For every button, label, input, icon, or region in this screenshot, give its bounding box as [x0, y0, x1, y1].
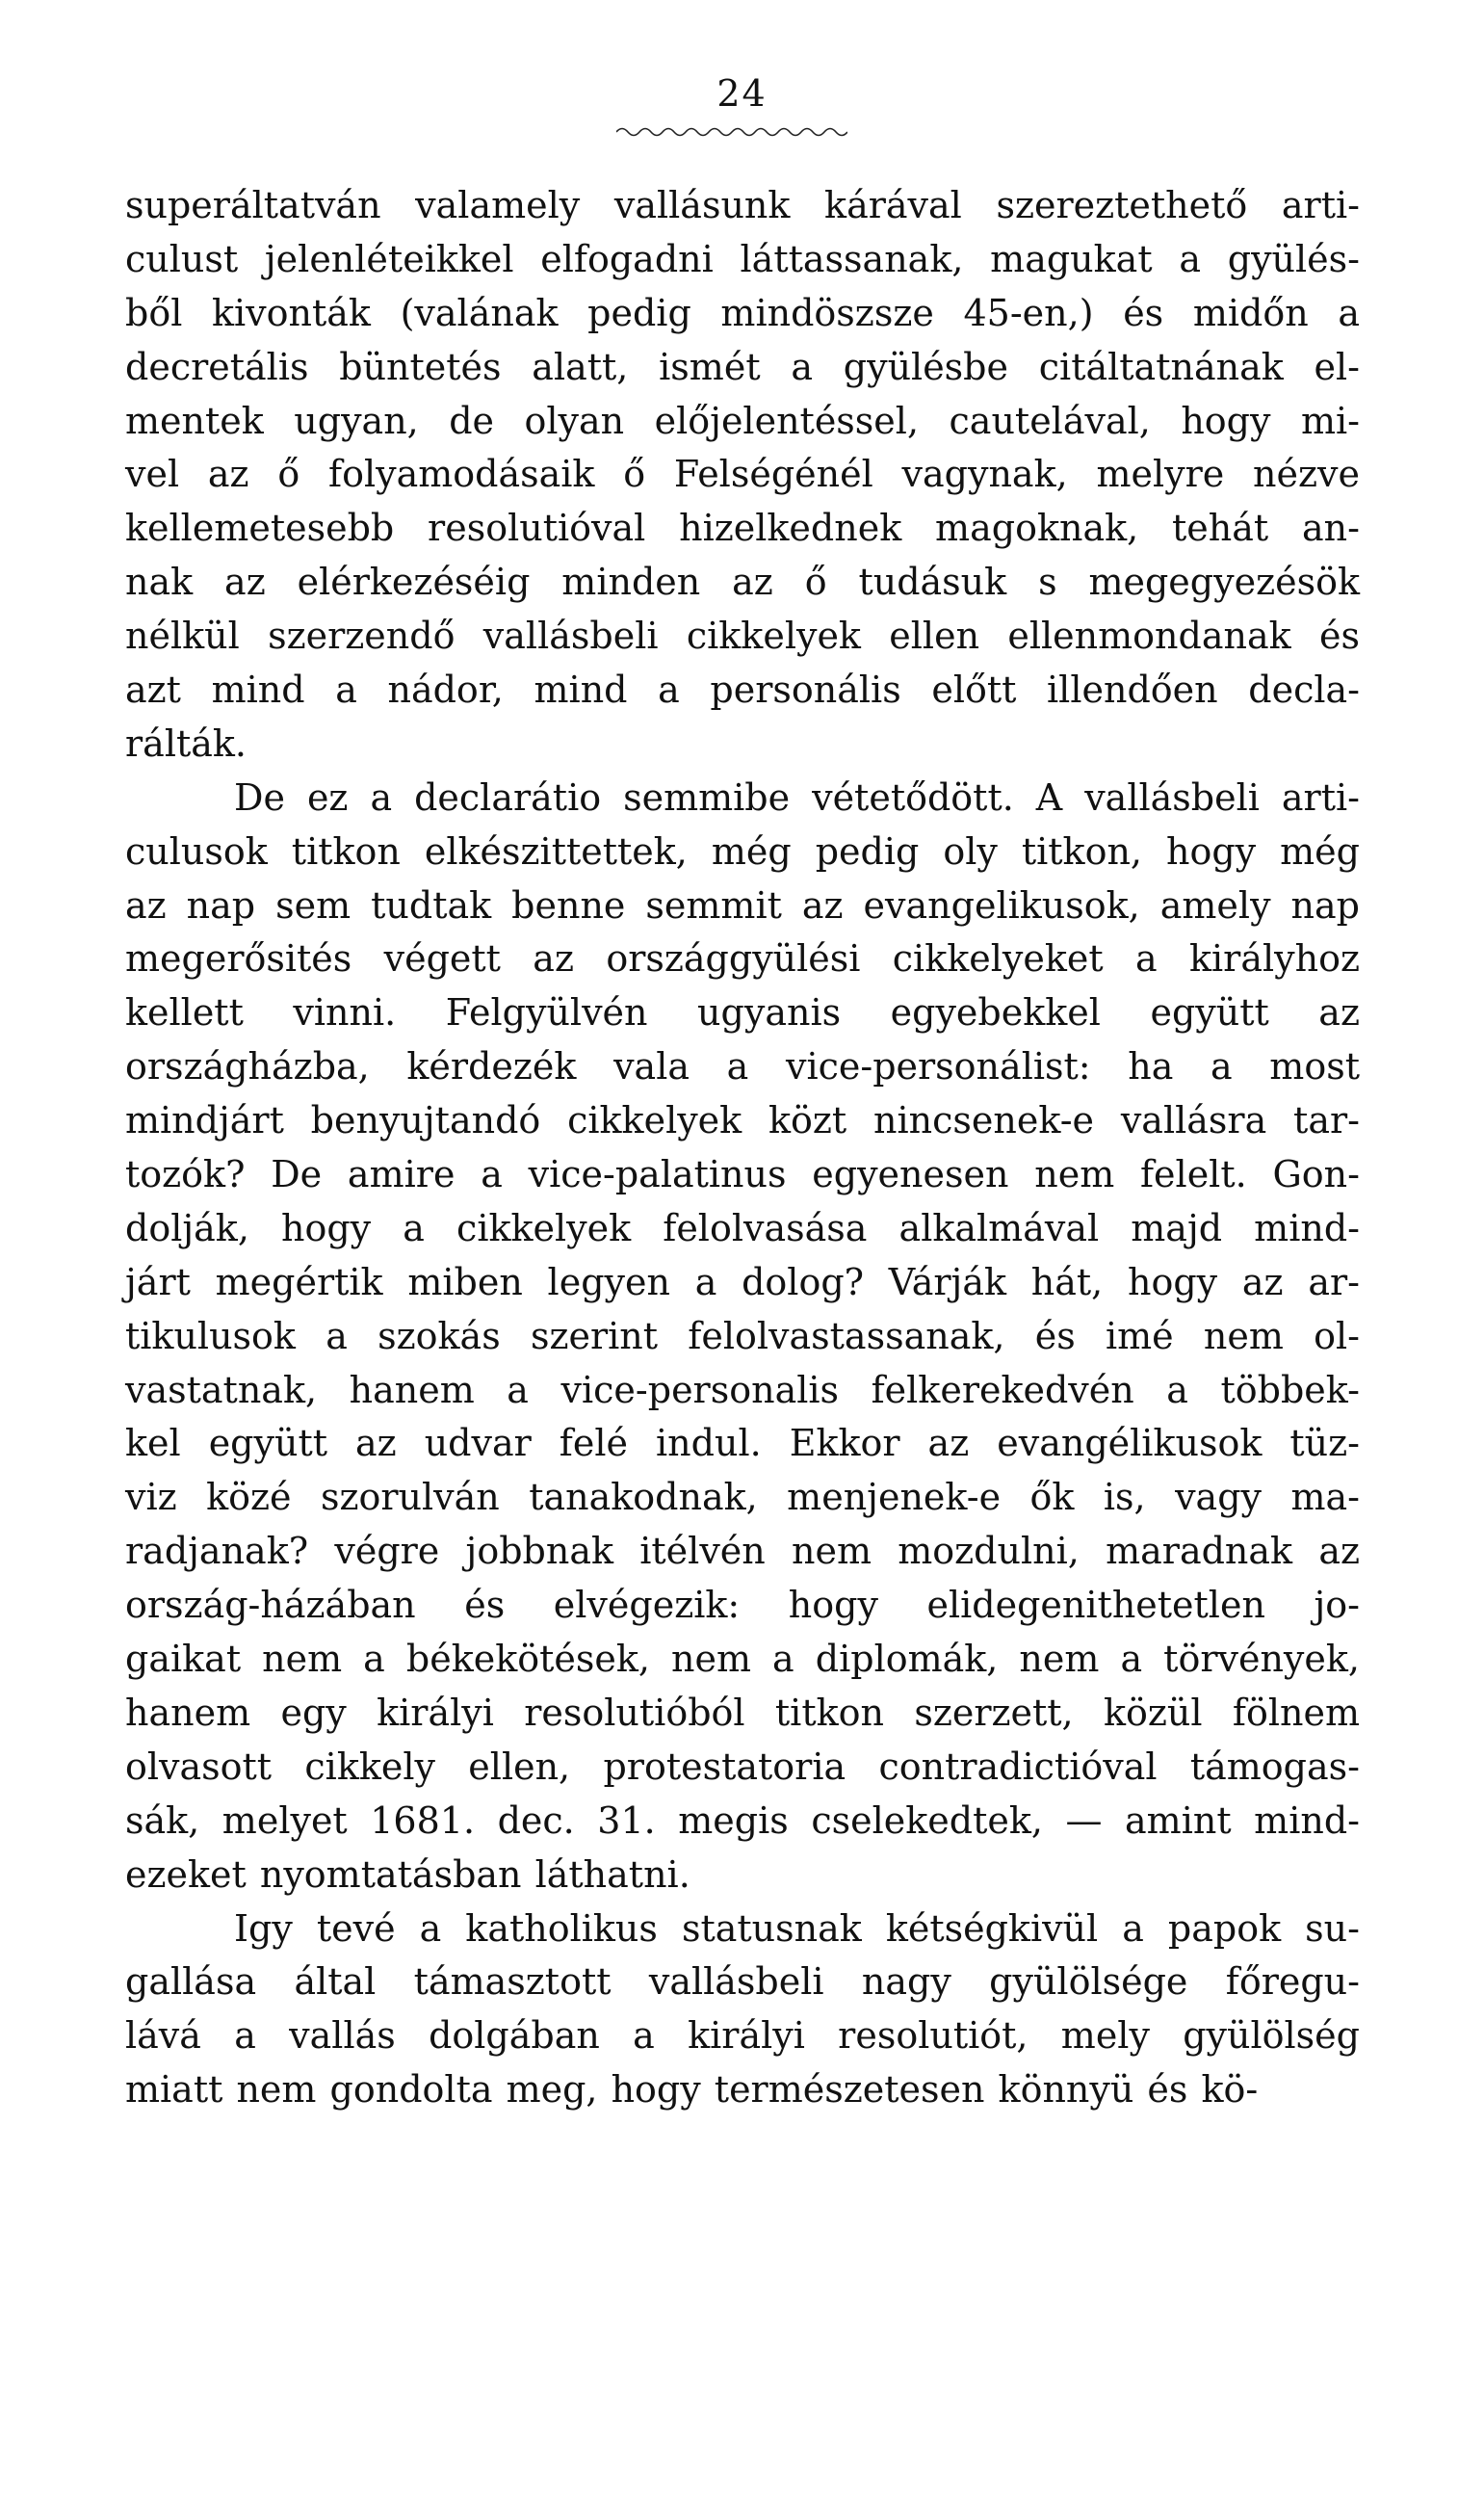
text-line: mindjárt benyujtandó cikkelyek közt nincsenek-e vallásra tar- — [125, 1099, 1360, 1142]
decorative-wavy-rule — [616, 125, 847, 139]
text-line: rálták. — [125, 722, 247, 765]
text-line: olvasott cikkely ellen, protestatoria contradictióval támogas- — [125, 1745, 1360, 1788]
text-line: hanem egy királyi resolutióból titkon szerzett, közül fölnem — [125, 1691, 1360, 1734]
text-line: sák, melyet 1681. dec. 31. megis cselekedtek, — amint mind- — [125, 1798, 1360, 1842]
paragraph — [125, 179, 1360, 772]
text-line: ország-házában és elvégezik: hogy elidegenithetetlen jo- — [125, 1584, 1360, 1627]
text-line: gallása által támasztott vallásbeli nagy gyülölsége főregu- — [125, 1960, 1360, 2004]
text-line: kel együtt az udvar felé indul. Ekkor az evangélikusok tüz- — [125, 1422, 1360, 1465]
text-line: országházba, kérdezék vala a vice-personálist: ha a most — [125, 1045, 1360, 1089]
text-line: miatt nem gondolta meg, hogy természetesen könnyü és kö- — [125, 2068, 1259, 2112]
text-line: lává a vallás dolgában a királyi resolutiót, mely gyülölség — [125, 2014, 1360, 2058]
text-line: ből kivonták (valának pedig mindöszsze 45-en,) és midőn a — [125, 291, 1360, 334]
text-line: nak az elérkezéséig minden az ő tudásuk s megegyezésök — [125, 561, 1360, 604]
text-line: dolják, hogy a cikkelyek felolvasása alkalmával majd mind- — [125, 1206, 1360, 1249]
text-line: tozók? De amire a vice-palatinus egyenesen nem felelt. Gon- — [125, 1153, 1360, 1196]
text-line: megerősités végett az országgyülési cikkelyeket a királyhoz — [125, 937, 1360, 981]
paragraph — [125, 1903, 1360, 2118]
text-line: culust jelenléteikkel elfogadni láttassanak, magukat a gyülés- — [125, 237, 1360, 280]
text-line: Igy tevé a katholikus statusnak kétségkivül a papok su- — [234, 1906, 1360, 1950]
body-text — [125, 179, 1360, 2117]
text-line: tikulusok a szokás szerint felolvastassanak, és imé nem ol- — [125, 1314, 1360, 1357]
text-line: járt megértik miben legyen a dolog? Várják hát, hogy az ar- — [125, 1260, 1360, 1303]
page-number: 24 — [716, 72, 768, 115]
text-line: kellemetesebb resolutióval hizelkednek magoknak, tehát an- — [125, 507, 1360, 550]
text-line: ezeket nyomtatásban láthatni. — [125, 1852, 690, 1896]
text-line: vastatnak, hanem a vice-personalis felkerekedvén a többek- — [125, 1368, 1360, 1411]
text-line: viz közé szorulván tanakodnak, menjenek-e ők is, vagy ma- — [125, 1476, 1360, 1519]
text-line: azt mind a nádor, mind a personális előtt illendően decla- — [125, 669, 1360, 712]
text-line: superáltatván valamely vallásunk kárával szereztethető arti- — [125, 184, 1360, 226]
text-line: vel az ő folyamodásaik ő Felségénél vagynak, melyre nézve — [125, 453, 1360, 496]
text-line: nélkül szerzendő vallásbeli cikkelyek ellen ellenmondanak és — [125, 615, 1360, 658]
text-line: mentek ugyan, de olyan előjelentéssel, cautelával, hogy mi- — [125, 399, 1360, 442]
text-line: radjanak? végre jobbnak itélvén nem mozdulni, maradnak az — [125, 1530, 1360, 1573]
text-line: az nap sem tudtak benne semmit az evangelikusok, amely nap — [125, 883, 1360, 927]
text-line: kellett vinni. Felgyülvén ugyanis egyebekkel együtt az — [125, 991, 1360, 1035]
text-line: culusok titkon elkészittettek, még pedig oly titkon, hogy még — [125, 829, 1360, 873]
text-line: gaikat nem a békekötések, nem a diplomák, nem a törvények, — [125, 1638, 1360, 1681]
paragraph — [125, 772, 1360, 1903]
text-line: decretális büntetés alatt, ismét a gyülésbe citáltatnának el- — [125, 345, 1360, 388]
text-line: De ez a declarátio semmibe vétetődött. A vallásbeli arti- — [234, 775, 1360, 819]
